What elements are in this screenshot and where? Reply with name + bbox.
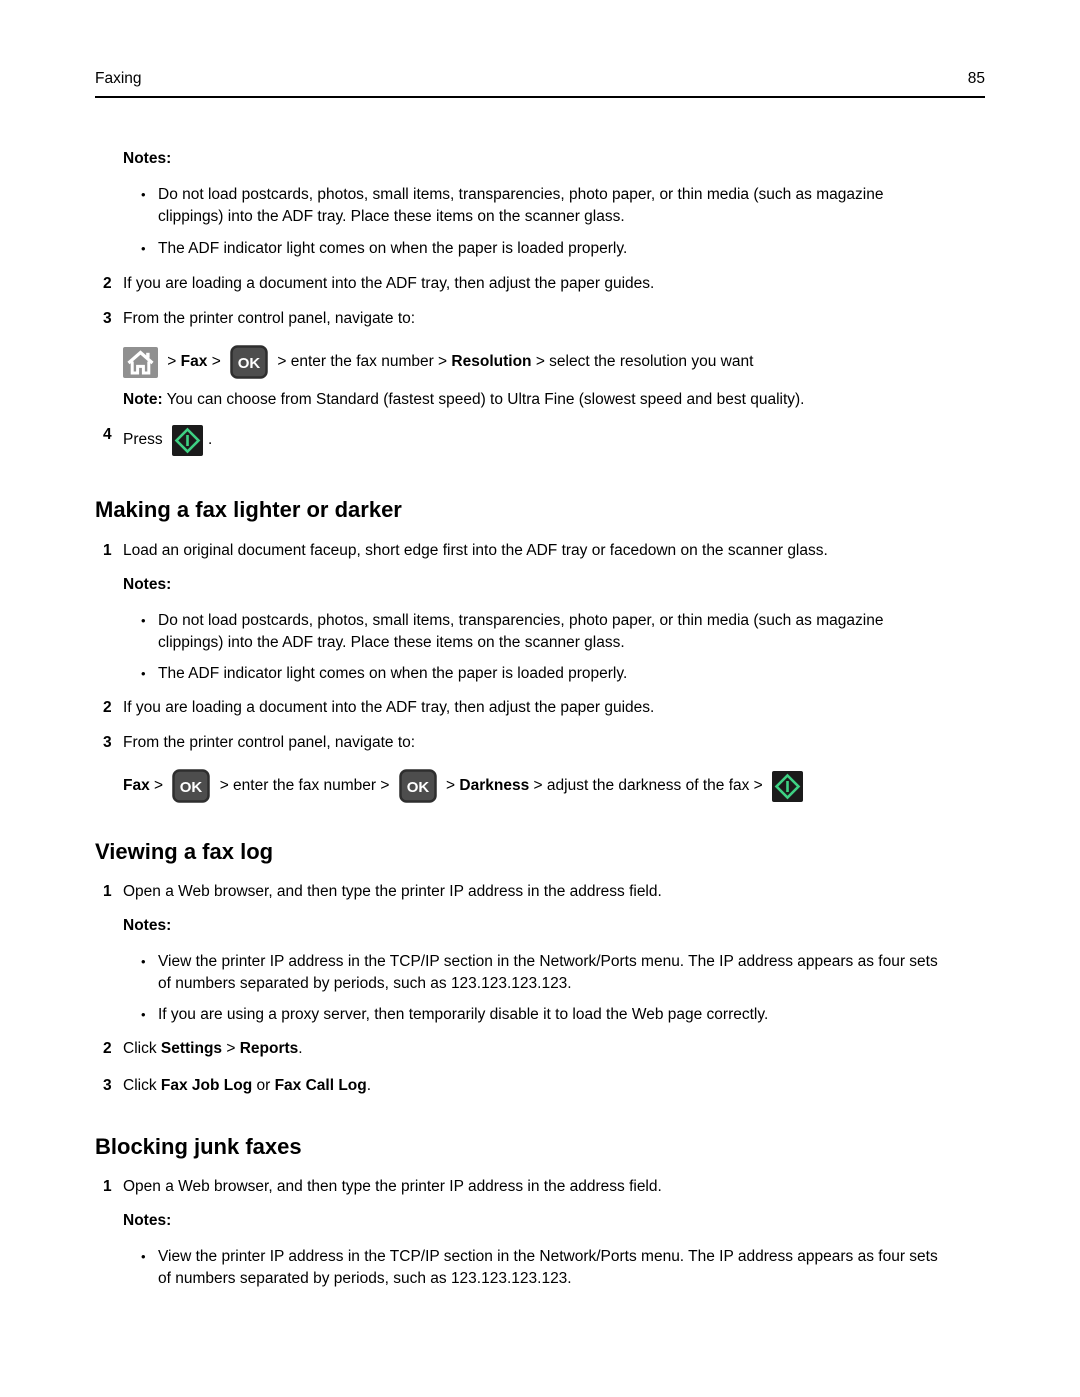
ok-button-icon xyxy=(230,345,268,379)
rich-text: . xyxy=(207,431,213,448)
rich-text-bold: Fax xyxy=(123,777,150,794)
step xyxy=(95,1176,985,1198)
rich-text-bold: Reports xyxy=(239,1040,299,1057)
step-number: 2 xyxy=(103,1040,112,1057)
svg-text:OK: OK xyxy=(237,355,261,372)
rich-text: > xyxy=(222,1040,240,1057)
note-bullet xyxy=(141,663,985,685)
step-text xyxy=(123,424,985,456)
rich-text: Press xyxy=(123,431,167,448)
step xyxy=(95,424,985,456)
step-number: 2 xyxy=(103,699,112,716)
bullet-text: The ADF indicator light comes on when the paper is loaded properly. xyxy=(158,665,628,682)
bullet-text: Do not load postcards, photos, small items, transparencies, photo paper, or thin media (such as magazine clippings) into the ADF tray. Place these items on the scanner glass. xyxy=(158,186,884,225)
ok-button-icon xyxy=(399,769,437,803)
home-icon xyxy=(123,347,158,378)
section-heading: Blocking junk faxes xyxy=(95,1134,302,1159)
notes-label: Notes: xyxy=(123,1212,172,1229)
step-text xyxy=(123,1075,985,1097)
step-text xyxy=(123,1038,985,1060)
rich-text-bold: Fax Call Log xyxy=(274,1077,367,1094)
rich-text: Click xyxy=(123,1077,161,1094)
rich-text: > xyxy=(149,777,168,794)
rich-text-bold: Fax xyxy=(180,353,208,370)
bullet-icon: • xyxy=(141,1249,146,1264)
bullet-text: Do not load postcards, photos, small items, transparencies, photo paper, or thin media (such as magazine clippings) into the ADF tray. Place these items on the scanner glass. xyxy=(158,612,884,651)
notes-label: Notes: xyxy=(123,917,172,934)
control-panel-nav-path xyxy=(123,344,985,380)
control-panel-nav-path xyxy=(123,768,985,804)
start-button-icon xyxy=(172,425,203,456)
rich-text: > select the resolution you want xyxy=(531,353,754,370)
rich-text: . xyxy=(298,1040,303,1057)
note-bullet xyxy=(141,1004,985,1026)
svg-text:OK: OK xyxy=(406,779,429,796)
step-number: 1 xyxy=(103,883,112,900)
step xyxy=(95,1038,985,1060)
step xyxy=(95,273,985,295)
step-text: From the printer control panel, navigate to: xyxy=(123,310,416,327)
notes-label: Notes: xyxy=(123,150,172,167)
step-number: 3 xyxy=(103,1077,112,1094)
note-bullet xyxy=(141,610,985,654)
step xyxy=(95,881,985,903)
step-text: Load an original document faceup, short edge first into the ADF tray or facedown on the scanner glass. xyxy=(123,542,828,559)
bullet-icon: • xyxy=(141,1007,146,1022)
note-bullet xyxy=(141,951,985,995)
svg-text:OK: OK xyxy=(180,779,203,796)
rich-text-bold: Settings xyxy=(160,1040,223,1057)
rich-text: > xyxy=(207,353,226,370)
step xyxy=(95,697,985,719)
step-text: Open a Web browser, and then type the printer IP address in the address field. xyxy=(123,883,662,900)
rich-text: Click xyxy=(123,1040,161,1057)
step-number: 2 xyxy=(103,275,112,292)
section-heading: Viewing a fax log xyxy=(95,839,274,864)
step-text: Open a Web browser, and then type the printer IP address in the address field. xyxy=(123,1178,662,1195)
rich-text: You can choose from Standard (fastest speed) to Ultra Fine (slowest speed and best quality). xyxy=(162,391,805,408)
bullet-icon: • xyxy=(141,613,146,628)
step-text: From the printer control panel, navigate to: xyxy=(123,734,416,751)
note-bullet xyxy=(141,184,985,228)
rich-text-bold: Note: xyxy=(123,391,163,408)
ok-button-icon xyxy=(172,769,210,803)
rich-text: . xyxy=(366,1077,372,1094)
step-number: 1 xyxy=(103,1178,112,1195)
bullet-text: View the printer IP address in the TCP/IP section in the Network/Ports menu. The IP address appears as four sets of numbers separated by periods, such as 123.123.123.123. xyxy=(158,1248,938,1287)
step xyxy=(95,1075,985,1097)
step-number: 3 xyxy=(103,734,112,751)
bullet-icon: • xyxy=(141,187,146,202)
bullet-icon: • xyxy=(141,666,146,681)
step-number: 3 xyxy=(103,310,112,327)
step xyxy=(95,308,985,330)
step-number: 1 xyxy=(103,542,112,559)
rich-text: > enter the fax number > xyxy=(273,353,452,370)
page-header xyxy=(95,68,985,98)
start-button-icon xyxy=(772,771,803,802)
step xyxy=(95,540,985,562)
notes-label: Notes: xyxy=(123,576,172,593)
rich-text: or xyxy=(252,1077,275,1094)
rich-text: > xyxy=(441,777,460,794)
rich-text: > enter the fax number > xyxy=(215,777,394,794)
note-bullet xyxy=(141,238,985,260)
step-text: If you are loading a document into the ADF tray, then adjust the paper guides. xyxy=(123,275,655,292)
section-heading: Making a fax lighter or darker xyxy=(95,497,402,522)
header-page-number: 85 xyxy=(967,70,985,87)
step-number: 4 xyxy=(103,426,112,443)
rich-text: > adjust the darkness of the fax > xyxy=(529,777,768,794)
step xyxy=(95,732,985,754)
bullet-text: The ADF indicator light comes on when the paper is loaded properly. xyxy=(158,240,628,257)
rich-text: > xyxy=(163,353,181,370)
rich-text-bold: Fax Job Log xyxy=(160,1077,253,1094)
step-text: If you are loading a document into the ADF tray, then adjust the paper guides. xyxy=(123,699,655,716)
bullet-text: If you are using a proxy server, then temporarily disable it to load the Web page correctly. xyxy=(158,1006,769,1023)
rich-text-bold: Darkness xyxy=(459,777,530,794)
bullet-text: View the printer IP address in the TCP/IP section in the Network/Ports menu. The IP address appears as four sets of numbers separated by periods, such as 123.123.123.123. xyxy=(158,953,938,992)
header-section-title: Faxing xyxy=(95,70,142,87)
note-bullet xyxy=(141,1246,985,1290)
bullet-icon: • xyxy=(141,241,146,256)
note-line xyxy=(123,389,985,411)
bullet-icon: • xyxy=(141,954,146,969)
rich-text-bold: Resolution xyxy=(451,353,532,370)
